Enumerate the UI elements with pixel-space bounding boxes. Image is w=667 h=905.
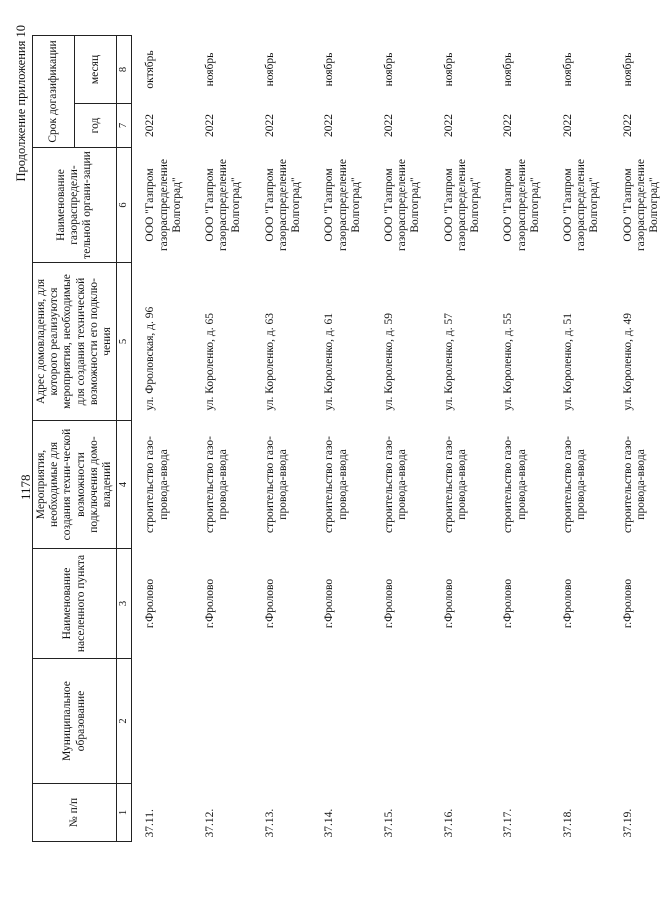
- row-year: 2022: [621, 114, 634, 137]
- row-month: ноябрь: [561, 52, 574, 87]
- row-month: ноябрь: [263, 52, 276, 87]
- row-municipality: [608, 659, 667, 784]
- header-org: Наименование газораспредели-тельной органи-зации: [33, 148, 117, 263]
- header-municipality: Муниципальное образование: [33, 659, 117, 784]
- table-row: [608, 36, 667, 842]
- column-number-row: [117, 36, 132, 842]
- row-month: ноябрь: [204, 52, 217, 87]
- row-municipality: [429, 659, 489, 784]
- row-address: ул. Фроловская, д. 96: [144, 306, 157, 411]
- table-row: [429, 36, 489, 842]
- row-organization: ООО "Газпром газораспределение Волгоград": [442, 158, 482, 252]
- row-number: 37.16.: [442, 808, 455, 838]
- row-month: октябрь: [144, 50, 157, 89]
- row-settlement: г.Фролово: [383, 578, 395, 629]
- row-event: строительство газо-провода-ввода: [442, 435, 468, 534]
- column-number: 4: [117, 421, 132, 549]
- row-number: 37.19.: [621, 808, 634, 838]
- row-address: ул. Короленко, д. 63: [263, 312, 276, 411]
- column-number: 5: [117, 263, 132, 421]
- row-organization: ООО "Газпром газораспределение Волгоград": [383, 158, 422, 252]
- row-settlement: г.Фролово: [502, 578, 515, 629]
- row-year: 2022: [383, 114, 395, 137]
- row-organization: ООО "Газпром газораспределение Волгоград": [561, 158, 601, 252]
- header-address: Адрес домовладения, для которого реализуются мероприятия, необходимые для создания технической возможности его подклю-чения: [33, 263, 117, 421]
- row-organization: ООО "Газпром газораспределение Волгоград": [502, 158, 541, 252]
- row-address: ул. Короленко, д. 59: [383, 312, 395, 411]
- row-municipality: [488, 659, 548, 784]
- row-number: 37.18.: [561, 808, 574, 838]
- row-settlement: г.Фролово: [204, 578, 217, 629]
- running-header: Продолжение приложения 10: [14, 25, 28, 182]
- row-municipality: [250, 659, 310, 784]
- table-row: [309, 36, 369, 842]
- column-number: 2: [117, 659, 132, 784]
- row-event: строительство газо-провода-ввода: [263, 435, 289, 534]
- row-year: 2022: [502, 114, 515, 137]
- row-settlement: г.Фролово: [621, 578, 634, 629]
- table-row: [250, 36, 310, 842]
- row-address: ул. Короленко, д. 65: [204, 312, 217, 411]
- row-number: 37.17.: [502, 808, 515, 838]
- row-event: строительство газо-провода-ввода: [204, 435, 230, 534]
- column-number: 3: [117, 549, 132, 659]
- column-number: 1: [117, 784, 132, 842]
- row-event: строительство газо-провода-ввода: [561, 435, 588, 534]
- row-municipality: [309, 659, 369, 784]
- row-settlement: г.Фролово: [144, 578, 157, 629]
- row-address: ул. Короленко, д. 49: [621, 312, 634, 411]
- header-month: месяц: [75, 36, 117, 104]
- row-municipality: [369, 659, 429, 784]
- header-deadline: Срок догазификации: [33, 36, 75, 148]
- row-year: 2022: [561, 114, 574, 137]
- header-num: № п/п: [33, 784, 117, 842]
- row-organization: ООО "Газпром газораспределение Волгоград": [204, 158, 243, 252]
- gasification-table: [32, 35, 667, 842]
- row-month: ноябрь: [323, 52, 336, 87]
- row-settlement: г.Фролово: [263, 578, 276, 629]
- table-row: [369, 36, 429, 842]
- row-month: ноябрь: [502, 52, 515, 87]
- row-organization: ООО "Газпром газораспределение Волгоград": [621, 158, 661, 252]
- column-number: 7: [117, 104, 132, 148]
- row-number: 37.13.: [263, 808, 276, 838]
- row-organization: ООО "Газпром газораспределение Волгоград": [144, 158, 183, 252]
- row-settlement: г.Фролово: [323, 578, 336, 629]
- row-settlement: г.Фролово: [442, 578, 455, 629]
- row-year: 2022: [263, 114, 276, 137]
- rotated-document-page: [0, 15, 661, 890]
- row-number: 37.14.: [323, 808, 336, 838]
- table-row: [488, 36, 548, 842]
- header-settlement: Наименование населенного пункта: [33, 549, 117, 659]
- page-number: 1178: [18, 474, 33, 500]
- row-settlement: г.Фролово: [561, 578, 574, 629]
- row-address: ул. Короленко, д. 51: [561, 312, 574, 411]
- row-year: 2022: [442, 114, 455, 137]
- row-year: 2022: [323, 114, 336, 137]
- table-row: [548, 36, 608, 842]
- column-number: 6: [117, 148, 132, 263]
- row-address: ул. Короленко, д. 55: [502, 312, 515, 411]
- row-month: ноябрь: [621, 52, 634, 87]
- header-year: год: [75, 104, 117, 148]
- row-municipality: [548, 659, 608, 784]
- row-number: 37.11.: [144, 809, 157, 838]
- row-organization: ООО "Газпром газораспределение Волгоград": [263, 158, 303, 252]
- row-event: строительство газо-провода-ввода: [621, 435, 647, 534]
- row-address: ул. Короленко, д. 57: [442, 312, 455, 411]
- row-event: строительство газо-провода-ввода: [502, 435, 528, 534]
- row-number: 37.12.: [204, 808, 217, 838]
- column-number: 8: [117, 36, 132, 104]
- row-event: строительство газо-провода-ввода: [383, 435, 409, 534]
- row-municipality: [190, 659, 250, 784]
- row-event: строительство газо-провода-ввода: [144, 435, 170, 534]
- row-month: ноябрь: [383, 52, 395, 87]
- table-row: [132, 36, 190, 842]
- row-address: ул. Короленко, д. 61: [323, 312, 336, 411]
- row-year: 2022: [144, 114, 157, 137]
- row-organization: ООО "Газпром газораспределение Волгоград": [323, 158, 362, 252]
- row-year: 2022: [204, 114, 217, 137]
- row-number: 37.15.: [383, 808, 395, 838]
- row-event: строительство газо-провода-ввода: [323, 435, 349, 534]
- header-event: Мероприятия, необходимые для создания техни-ческой возможности подключения домо-владений: [33, 421, 117, 549]
- row-month: ноябрь: [442, 52, 455, 87]
- table-row: [190, 36, 250, 842]
- row-municipality: [132, 659, 190, 784]
